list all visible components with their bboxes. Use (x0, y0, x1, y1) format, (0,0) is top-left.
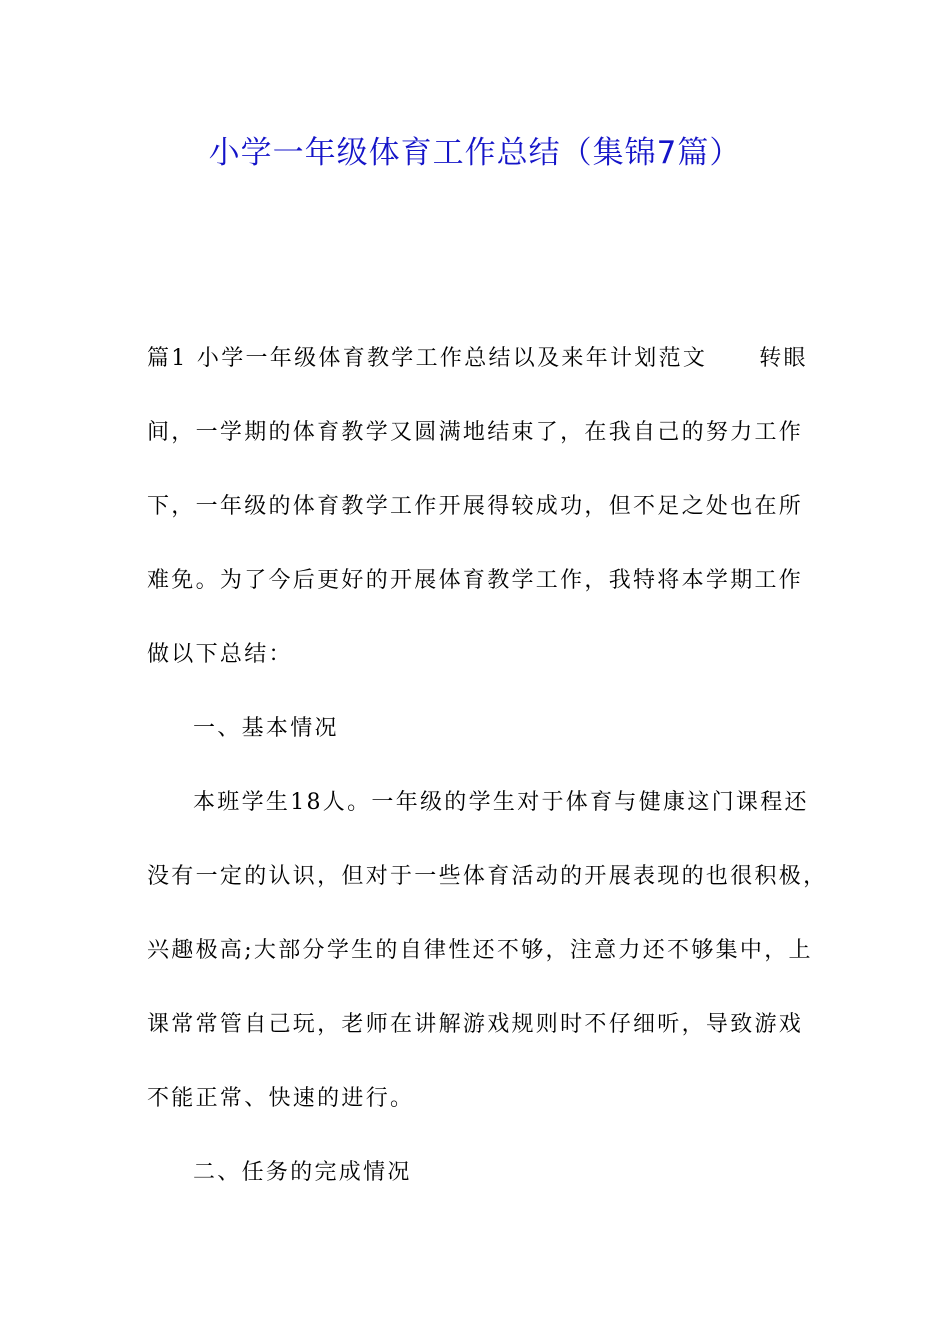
paragraph-text: 转眼 (759, 346, 808, 371)
paragraph-line: 没有一定的认识，但对于一些体育活动的开展表现的也很积极， (147, 864, 828, 889)
section-heading-basic: 一、基本情况 (193, 716, 339, 741)
paragraph-line: 不能正常、快速的进行。 (147, 1086, 415, 1111)
paragraph-line: 下，一年级的体育教学工作开展得较成功，但不足之处也在所 (147, 494, 804, 519)
paragraph-line: 本班学生18人。一年级的学生对于体育与健康这门课程还 (193, 790, 809, 815)
paragraph-line (147, 322, 807, 396)
document-body (147, 322, 828, 1210)
paragraph-line: 兴趣极高;大部分学生的自律性还不够，注意力还不够集中，上 (147, 938, 813, 963)
paragraph-line: 做以下总结： (147, 642, 293, 667)
section-heading-tasks: 二、任务的完成情况 (193, 1160, 412, 1185)
paragraph-line: 课常常管自己玩，老师在讲解游戏规则时不仔细听，导致游戏 (147, 1012, 804, 1037)
section-heading-text: 篇1 小学一年级体育教学工作总结以及来年计划范文 (147, 346, 708, 371)
paragraph-line: 难免。为了今后更好的开展体育教学工作，我特将本学期工作 (147, 568, 804, 593)
document-title: 小学一年级体育工作总结（集锦7篇） (208, 135, 742, 171)
paragraph-line: 间，一学期的体育教学又圆满地结束了，在我自己的努力工作 (147, 420, 804, 445)
